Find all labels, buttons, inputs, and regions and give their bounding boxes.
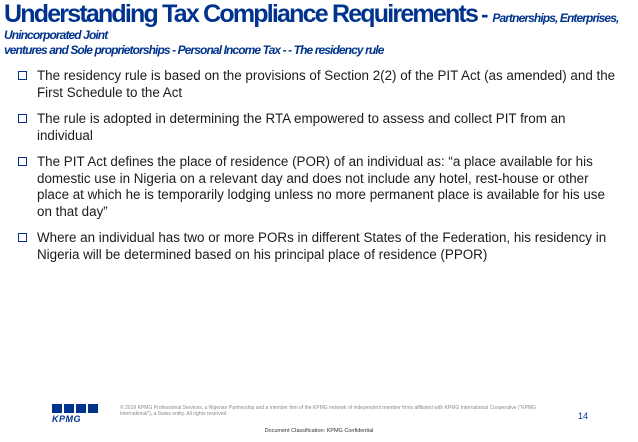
bullet-text: Where an individual has two or more PORs in different States of the Federation, his residency in Nigeria will be determined based on his principal place of residence (PPOR): [37, 230, 607, 262]
bullet-item: [18, 111, 618, 144]
kpmg-logo: [52, 404, 98, 424]
slide-subtitle-line1: Partnerships, Enterprises, Unincorporated Joint: [4, 11, 619, 42]
bullet-list: [18, 68, 618, 273]
bullet-item: [18, 154, 618, 220]
bullet-item: [18, 230, 618, 263]
copyright-notice: © 2019 KPMG Professional Services, a Nigerian Partnership and a member firm of the KPMG network of independent member firms affiliated with KPMG International Cooperative (“KPMG International”), a Swiss entity. All rights reserved.: [120, 405, 536, 417]
checkbox-bullet-icon: [18, 71, 27, 80]
kpmg-logo-text: KPMG: [52, 414, 81, 424]
checkbox-bullet-icon: [18, 114, 27, 123]
kpmg-logo-bars-icon: [52, 404, 98, 413]
slide-title-main: Understanding Tax Compliance Requirements: [4, 0, 478, 28]
bullet-text: The residency rule is based on the provisions of Section 2(2) of the PIT Act (as amended) and the First Schedule to the Act: [37, 68, 616, 100]
bullet-text: The rule is adopted in determining the RTA empowered to assess and collect PIT from an individual: [37, 111, 566, 143]
checkbox-bullet-icon: [18, 233, 27, 242]
page-number: 14: [577, 411, 588, 421]
bullet-item: [18, 68, 618, 101]
bullet-text: The PIT Act defines the place of residence (POR) of an individual as: “a place available for his domestic use in Nigeria on a relevant day and does not include any hotel, rest-house or other place at which he is temporarily lodging unless no more permanent place is available for his use on that day”: [37, 154, 605, 219]
slide-title: [4, 2, 636, 56]
slide-subtitle-line2: ventures and Sole proprietorships - Personal Income Tax - - The residency rule: [4, 43, 384, 57]
checkbox-bullet-icon: [18, 157, 27, 166]
title-separator: -: [481, 2, 489, 27]
document-classification: Document Classification: KPMG Confidential: [264, 428, 374, 434]
